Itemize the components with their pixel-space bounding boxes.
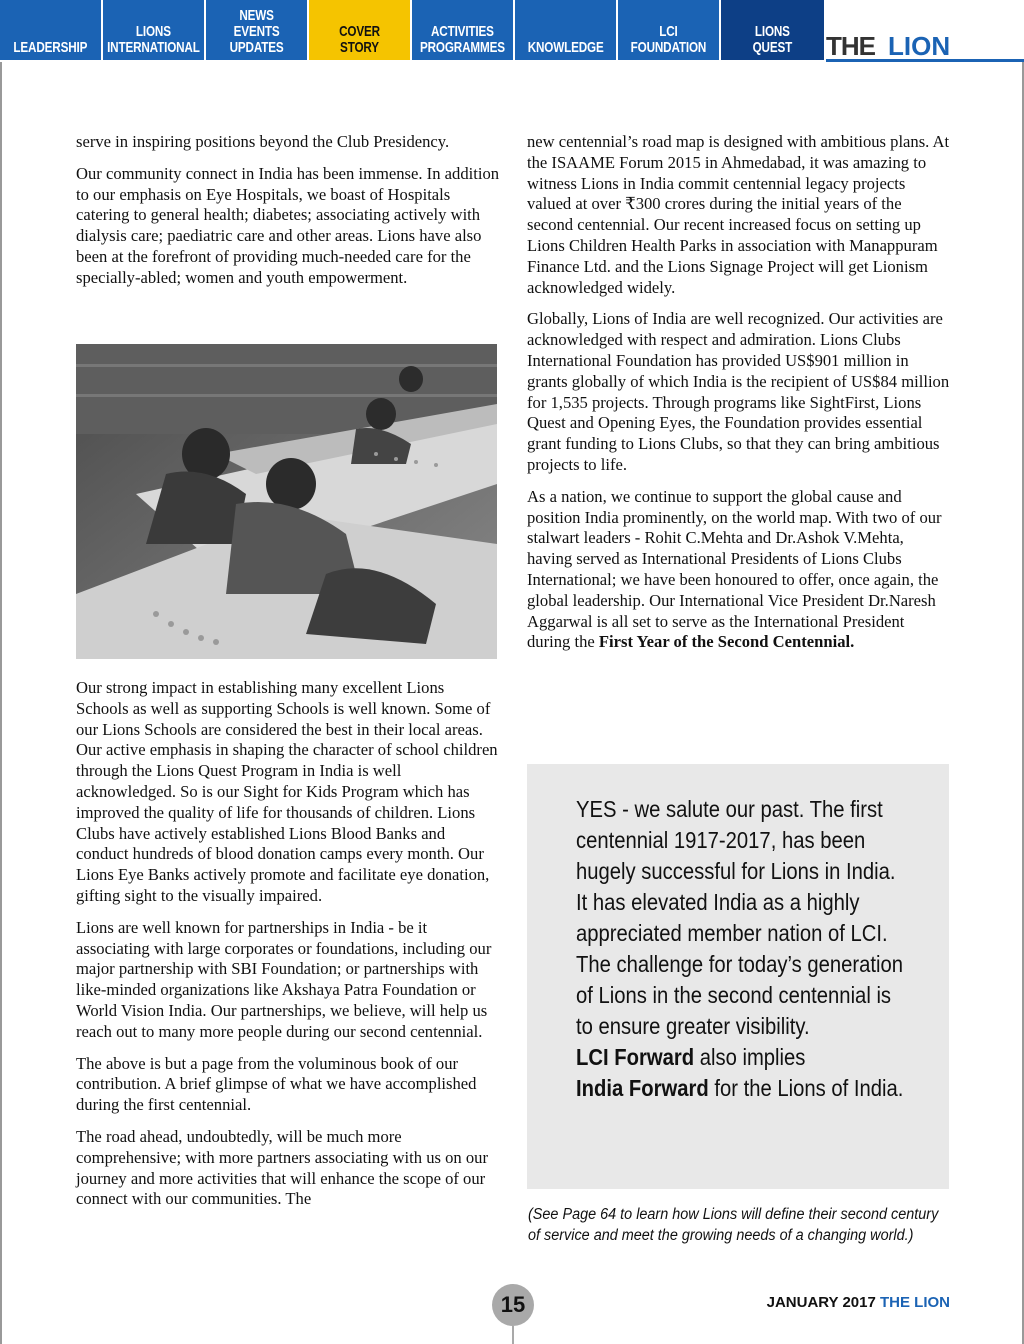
paragraph: serve in inspiring positions beyond the Club Presidency. xyxy=(76,132,450,151)
paragraph: Our strong impact in establishing many excellent Lions Schools as well as supporting Schools is well known. Some of our Lions Schools are considered the best in their local areas. Our active emphasis in shaping the character of school children through the Lions Quest Program in India is well acknowledged. So is our Sight for Kids Program which has improved the quality of life for thousands of children. Lions Clubs have actively established Lions Blood Banks and conduct hundreds of blood donation camps every month. Our Lions Eye Banks actively promote and facilitate eye donation, gifting sight to the visually impaired. xyxy=(76,678,498,905)
quote-bold-india: India Forward xyxy=(576,1075,709,1101)
tab-label: LIONS QUEST xyxy=(752,23,793,56)
top-navigation xyxy=(0,0,1024,62)
tab-label: NEWS EVENTS UPDATES xyxy=(229,7,284,56)
tab-news-events-updates[interactable] xyxy=(206,0,309,60)
article-column-left-bottom xyxy=(76,678,500,1221)
paragraph-text: As a nation, we continue to support the global cause and position India prominently, on the world map. With two of our stalwart leaders - Rohit C.Mehta and Dr.Ashok V.Mehta, having served as International Presidents of Lions Clubs International; we have been honoured to offer, once again, the global leadership. Our International Vice President Dr.Naresh Aggarwal is all set to serve as the International President during the xyxy=(527,486,942,652)
pull-quote-box xyxy=(527,764,949,1189)
pull-quote-text xyxy=(576,794,906,1104)
footer-issue xyxy=(767,1294,950,1311)
tab-label: LIONS INTERNATIONAL xyxy=(107,23,200,56)
tab-lions-quest[interactable] xyxy=(721,0,826,60)
photo-women-working xyxy=(76,344,497,659)
footer-brand: THE LION xyxy=(880,1294,950,1311)
quote-mid: also implies xyxy=(694,1044,806,1070)
paragraph: new centennial’s road map is designed with ambitious plans. At the ISAAME Forum 2015 in Ahmedabad, it was amazing to witness Lions in India commit centennial legacy projects valued at over ₹300 crores during the initial years of the second centennial. Our recent increased focus on setting up Lions Children Health Parks in association with Manappuram Finance Ltd. and the Lions Signage Project will get Lionism acknowledged widely. xyxy=(527,132,950,297)
tab-label: ACTIVITIES PROGRAMMES xyxy=(420,23,505,56)
photo-illustration xyxy=(76,344,497,659)
tab-cover-story[interactable] xyxy=(309,0,412,60)
paragraph: Lions are well known for partnerships in India - be it associating with large corporates or foundations, including our major partnership with SBI Foundation; or partnerships with like-minded organizations like Akshaya Patra Foundation or World Vision India. Our partnerships, we believe, will help us reach out to many more people during our second centennial. xyxy=(76,917,492,1041)
tab-lions-international[interactable] xyxy=(103,0,206,60)
paragraph xyxy=(527,487,951,653)
footer-date: JANUARY 2017 xyxy=(766,1294,880,1311)
tab-label: LCI FOUNDATION xyxy=(630,23,707,56)
tab-label: COVER STORY xyxy=(339,23,380,56)
tab-knowledge[interactable] xyxy=(515,0,618,60)
logo-lion: LION xyxy=(888,31,951,61)
tab-leadership[interactable] xyxy=(0,0,103,60)
quote-bold-lci: LCI Forward xyxy=(576,1044,695,1070)
paragraph: Globally, Lions of India are well recognized. Our activities are acknowledged with respect and admiration. Lions Clubs International Foundation has provided US$901 million in grants globally of which India is the recipient of US$84 million for 1,535 projects. Through programs like SightFirst, Lions Quest and Opening Eyes, the Foundation provides essential grant funding to Lions Clubs, so that they can bring ambitious projects to life. xyxy=(527,309,950,474)
paragraph: Our community connect in India has been immense. In addition to our emphasis on Eye Hospitals, we boast of Hospitals catering to general health; diabetes; associating actively with dialysis care; paediatric care and other areas. Lions have also been at the forefront of providing much-needed care for the specially-abled; women and youth empowerment. xyxy=(76,163,500,287)
tab-label: KNOWLEDGE xyxy=(527,39,604,56)
tab-label: LEADERSHIP xyxy=(13,39,88,56)
tab-activities-programmes[interactable] xyxy=(412,0,515,60)
tab-lci-foundation[interactable] xyxy=(618,0,721,60)
paragraph-bold: First Year of the Second Centennial. xyxy=(598,632,855,652)
see-page-caption: (See Page 64 to learn how Lions will define their second century of service and meet the growing needs of a changing world.) xyxy=(528,1206,939,1244)
article-column-right xyxy=(527,132,951,664)
quote-body: YES - we salute our past. The first centennial 1917-2017, has been hugely successful for Lions in India. It has elevated India as a highly appreciated member nation of LCI. The challenge for today’s generation of Lions in the second centennial is to ensure greater visibility. xyxy=(576,796,904,1039)
page-number-stem xyxy=(512,1326,514,1344)
logo-the: THE xyxy=(826,31,875,61)
magazine-logo xyxy=(826,0,1024,62)
page-border-left xyxy=(0,62,2,1344)
article-column-left-top xyxy=(76,132,500,300)
paragraph: The road ahead, undoubtedly, will be much more comprehensive; with more partners associating with us on our journey and more activities that will enhance the scope of our connect with our communities. The xyxy=(76,1126,488,1209)
page-number: 15 xyxy=(492,1284,534,1326)
quote-end: for the Lions of India. xyxy=(708,1075,904,1101)
paragraph: The above is but a page from the voluminous book of our contribution. A brief glimpse of what we have accomplished during the first centennial. xyxy=(76,1053,477,1115)
